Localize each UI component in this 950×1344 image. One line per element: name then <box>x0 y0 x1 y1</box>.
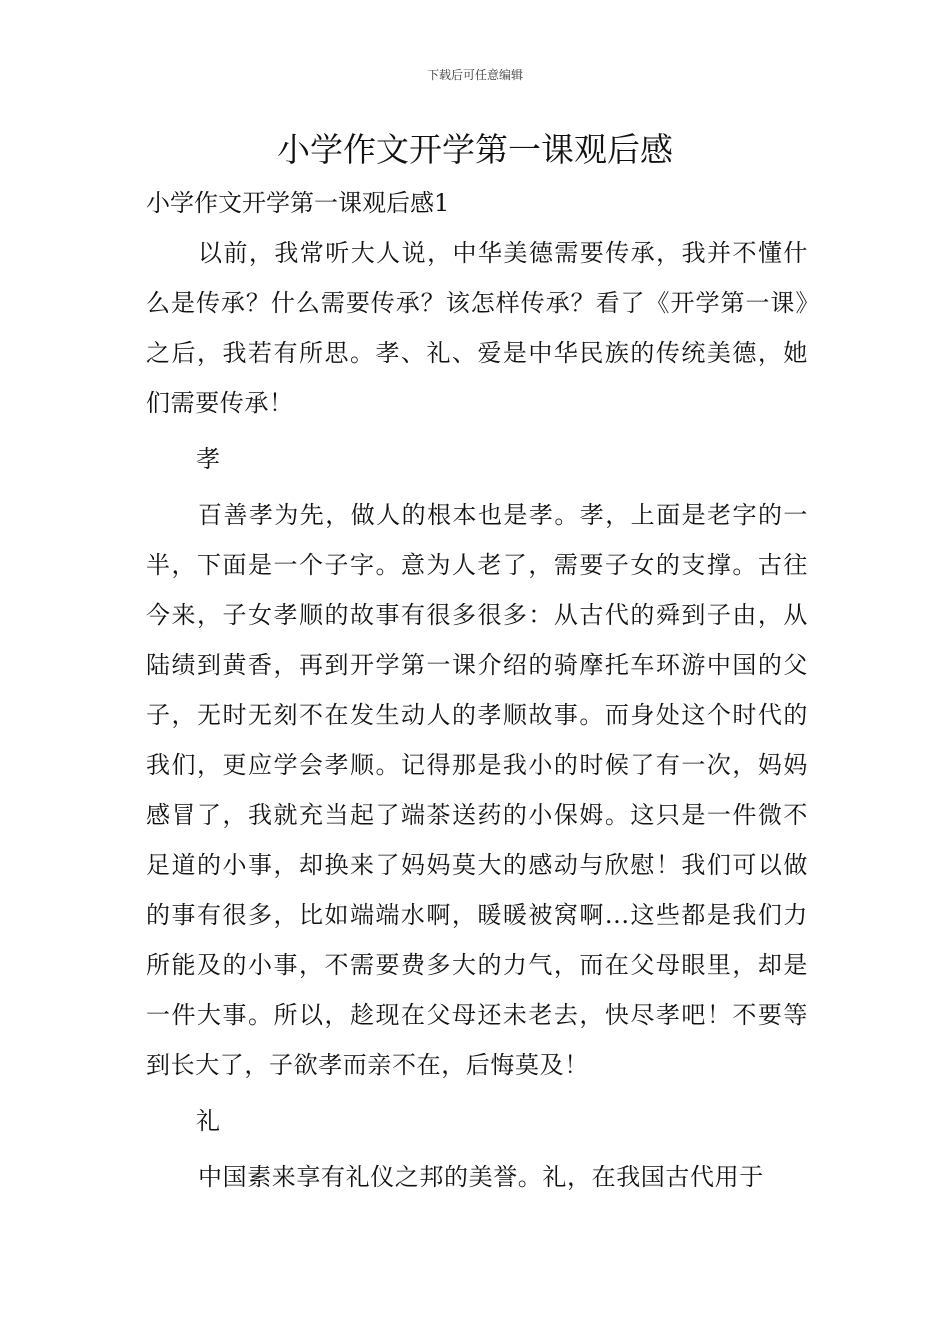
header-note: 下载后可任意编辑 <box>426 68 523 82</box>
document-body <box>146 178 808 1202</box>
document-title: 小学作文开学第一课观后感 <box>277 130 673 169</box>
document-subtitle: 小学作文开学第一课观后感1 <box>146 189 450 217</box>
section-heading-filial-piety: 孝 <box>196 445 220 473</box>
section-paragraph-filial-piety: 百善孝为先，做人的根本也是孝。孝，上面是老字的一半，下面是一个子字。意为人老了，需要子女的支撑。古往今来，子女孝顺的故事有很多很多：从古代的舜到子由，从陆绩到黄香，再到开学第一课介绍的骑摩托车环游中国的父子，无时无刻不在发生动人的孝顺故事。而身处这个时代的我们，更应学会孝顺。记得那是我小的时候了有一次，妈妈感冒了，我就充当起了端茶送药的小保姆。这只是一件微不足道的小事，却换来了妈妈莫大的感动与欣慰！我们可以做的事有很多，比如端端水啊，暖暖被窝啊...这些都是我们力所能及的小事，不需要费多大的力气，而在父母眼里，却是一件大事。所以，趁现在父母还未老去，快尽孝吧！不要等到长大了，子欲孝而亲不在，后悔莫及！ <box>146 501 808 1079</box>
section-heading-etiquette: 礼 <box>196 1107 220 1135</box>
section-paragraph-etiquette: 中国素来享有礼仪之邦的美誉。礼，在我国古代用于 <box>198 1163 764 1191</box>
intro-paragraph: 以前，我常听大人说，中华美德需要传承，我并不懂什么是传承？什么需要传承？该怎样传承？看了《开学第一课》之后，我若有所思。孝、礼、爱是中华民族的传统美德，她们需要传承！ <box>146 239 808 417</box>
